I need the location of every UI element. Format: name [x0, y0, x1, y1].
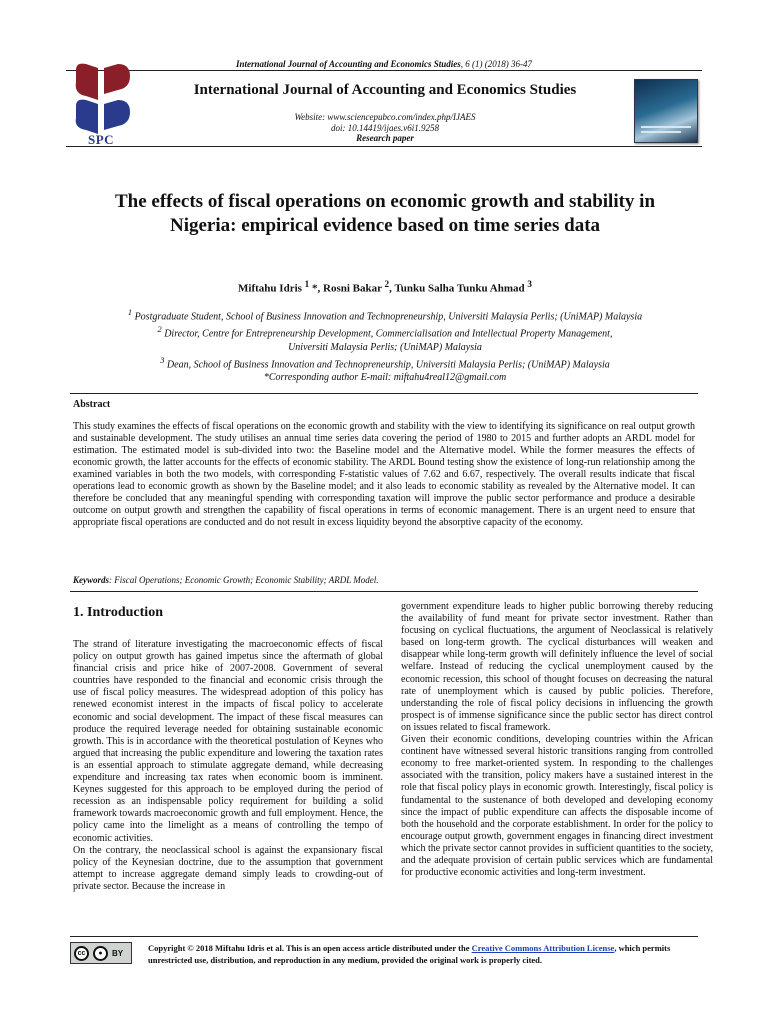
license-link[interactable]: Creative Commons Attribution License [471, 943, 615, 953]
abstract-rule-bottom [70, 591, 698, 592]
author-name: Miftahu Idris [238, 282, 302, 295]
header-rule-bottom [66, 146, 702, 147]
body-paragraph: government expenditure leads to higher public borrowing thereby reducing the availability of fund meant for private sector investment. Rather than focusing on cyclical fluctuations, the argument of Neoclassical is relatively based on long-term growth. The cyclical disturbances will weaken and disappear while long-term growth will definitely influence the level of social welfare. Instead of reducing the cyclical unemployment caused by the economic recession, this school of thought focuses on decreasing the natural rate of unemployment which is caused by public policies. Therefore, understanding the role of fiscal policy decisions in influencing the growth prospect is of immense significance since the public sector has direct control on issues related to fiscal framework. [401, 601, 713, 733]
body-paragraph: On the contrary, the neoclassical school is against the expansionary fiscal policy of the Keynesian doctrine, due to the assumption that government attempt to increase aggregate demand simply leads to crowding-out of private sector. Because the increase in [73, 844, 383, 892]
author-name: Tunku Salha Tunku Ahmad [394, 282, 525, 295]
body-column-left [73, 639, 383, 893]
journal-cover-image [634, 79, 698, 143]
author-affil-sup: 2 [384, 279, 390, 289]
by-label: BY [112, 948, 124, 958]
journal-website[interactable]: Website: www.sciencepubco.com/index.php/IJAES [294, 112, 476, 122]
cc-icon: cc [74, 946, 89, 961]
abstract-rule-top [70, 393, 698, 394]
abstract-heading: Abstract [73, 399, 111, 410]
publisher-logo-text: SPC [88, 132, 115, 147]
section-heading: 1. Introduction [73, 605, 163, 620]
doi[interactable]: doi: 10.14419/ijaes.v6i1.9258 [331, 123, 439, 133]
affiliation-1: $^1$ Postgraduate Student, School of Business Innovation and Technopreneurship, Universiti Malaysia Perlis; (UniMAP) Malaysia [127, 308, 643, 323]
corresponding-author[interactable]: *Corresponding author E-mail: miftahu4real12@gmail.com [263, 371, 507, 383]
body-paragraph: Given their economic conditions, developing countries within the African continent have witnessed several historic transitions ranging from controlled economy to free market-oriented system. In responding to the challenges associated with the transition, policy makers have a sustained interest in the role that fiscal policy plays in economic growth. Interestingly, fiscal policy is fundamental to the sustenance of both developed and developing economy since the impact of public expenditure can affects the disposable income of both the household and the corporate establishment. In order for the policy to encourage output growth, government engages in financing direct investment which the private sector cannot provides in sufficient quantities to the society, and the adequate provision of certain public services which are fundamental for productive economic activities and long-term investment. [401, 734, 713, 879]
body-paragraph: The strand of literature investigating the macroeconomic effects of fiscal policy on output growth has gained impetus since the aftermath of global financial crisis and price hike of 2007-2008. Government of several countries have responded to the financial and economic crisis through the use of fiscal policy measures. The widespread adoption of this policy has renewed economist interest in the impacts of fiscal policy to accelerate economic and social development. The impact of these fiscal measures can produce the required leverage needed for obtaining sustainable economic growth. This is in accordance with the theoretical postulation of Keynes who argued that increasing the public expenditure and lowering the taxation rates is an essential approach to stimulate aggregate demand, while decreasing expenditure and increasing tax rates when economic boom is imminent. Keynes suggested for this approach to be employed during the period of recession as an indispensable policy requirement for building a solid framework towards macroeconomic growth and full employment. Hence, the policy came into the limelight as a means of controlling the tempo of economic activities. [73, 639, 383, 844]
keywords: Keywords: Fiscal Operations; Economic Growth; Economic Stability; ARDL Model. [73, 575, 379, 585]
affiliation-2-cont: Universiti Malaysia Perlis; (UniMAP) Malaysia [288, 341, 482, 353]
author-list: Miftahu Idris $^1$ *, Rosni Bakar $^2$, Tunku Salha Tunku Ahmad $^3$ [238, 279, 532, 295]
paper-type: Research paper [356, 133, 414, 143]
abstract-text: This study examines the effects of fiscal operations on the economic growth and stability with the view to identifying its significance on real output growth and sustainable development. The study utilises an annual time series data covering the period of 1980 to 2015 and further adopts an ARDL model for estimation. The estimated model is sub-divided into two: the Baseline model and the Alternative model. While the former measures the effects of economic growth, the latter accounts for the effects of economic stability. The ARDL Bound testing show the existence of long-run relationship among the examined variables in both the two models, with corresponding F-statistic values of 7.62 and 6.67, respectively. The overall results indicate that fiscal operations lead to economic growth as shown by the Baseline model; and it also leads to economic stability as revealed by the Alternative model. It can therefore be concluded that any meaningful spending with corresponding taxation will improve the public sector performance and produce a desirable outcome on output growth and strengthen the capability of fiscal operations in terms of economic management. There is an urgent need to ensure that appropriate fiscal operations are conducted and do not result in excess liquidity beyond the absorptive capacity of the economy. [73, 421, 695, 528]
affiliations [70, 306, 700, 384]
copyright-notice: Copyright © 2018 Miftahu Idris et al. This is an open access article distributed under the Creative Commons Attribution License, which permits unrestricted use, distribution, and reproduction in any medium, provided the original work is properly cited. [148, 943, 671, 965]
journal-title: International Journal of Accounting and Economics Studies [193, 82, 577, 98]
journal-citation: International Journal of Accounting and Economics Studies, 6 (1) (2018) 36-47 [236, 59, 532, 69]
attribution-icon: ● [93, 946, 108, 961]
header-rule-top [66, 70, 702, 71]
paper-title: The effects of fiscal operations on economic growth and stability in Nigeria: empirical evidence based on time series data [114, 191, 656, 236]
author-affil-sup: 3 [527, 279, 532, 289]
author-affil-sup: 1 [304, 279, 310, 289]
affiliation-3: $^3$ Dean, School of Business Innovation and Technopreneurship, Universiti Malaysia Perlis; (UniMAP) Malaysia [160, 355, 610, 370]
body-column-right [401, 601, 713, 879]
cc-license-badge[interactable] [70, 942, 132, 964]
affiliation-2: $^2$ Director, Centre for Entrepreneurship Development, Commercialisation and Intellectual Property Management, [157, 325, 613, 340]
author-name: Rosni Bakar [323, 282, 382, 295]
footer-rule [70, 936, 698, 937]
